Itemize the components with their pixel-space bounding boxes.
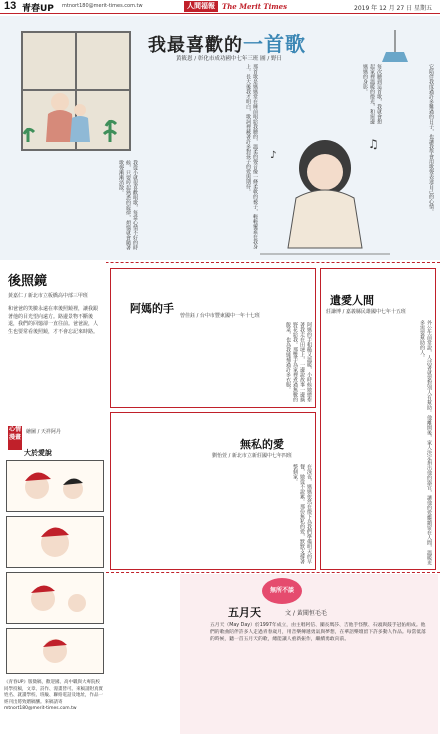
feature-byline: 黃筱恩 / 彰化市成功國中七年三班 圖 / 野日 (176, 56, 282, 62)
newspaper-logo: 人間福報 (184, 1, 218, 12)
section-divider (106, 572, 440, 573)
page-number: 13 (4, 0, 17, 12)
article-selfless-author: 劉怡萱 / 新北市立新莊國中七年四班 (212, 453, 292, 459)
section-name: 青春UP (22, 4, 54, 14)
comic-panel (6, 628, 104, 674)
comic-title: 大於愛說 (24, 449, 52, 457)
contact-email[interactable]: mtnort180@merit-times.com.tw (62, 3, 143, 9)
article-grandma-author: 曾佳鈺 / 台中市豐東國中一年十七班 (180, 313, 260, 319)
poem-title: 後照鏡 (8, 274, 48, 289)
comic-character-icon (7, 629, 103, 673)
girl-singing-illustration (250, 118, 400, 268)
comic-panel (6, 516, 104, 568)
music-article-title: 五月天 (228, 606, 261, 619)
article-grandma-title: 阿媽的手 (130, 302, 174, 315)
comic-label: 心情漫畫 (8, 426, 22, 450)
window-illustration (20, 30, 132, 152)
newspaper-logo-english: The Merit Times (222, 2, 288, 11)
comic-artist: 繪圖 / 天祥阿丹 (26, 429, 61, 435)
article-memory-body: 外公生前常說，人活著就要對別人有幫助。他離開後，家人決定捐出他的器官，讓他的愛繼續留在人間，溫暖更多需要幫助的人。 (419, 320, 432, 565)
svg-text:♪: ♪ (270, 150, 277, 161)
submission-notice: 《青春UP》版徵稿，歡迎國、高中職與大專院校同學投稿，文章、詩作、漫畫皆可。來稿請附真實姓名、就讀學校、班級、聯絡電話及地址，作品一經刊出將致贈稿酬。來稿請寄 mtnort180@merit-times.com.tw (4, 680, 103, 711)
comic-strip (4, 426, 104, 676)
poem-body: 和爸爸的笑臉永遠在車後照鏡裡，讓我跟著他的目光望向遠方。路邊景物不斷後退，我們的回憶卻一直往前。爸爸說，人生也要常看後照鏡，才不會忘記來時路。 (8, 306, 99, 335)
article-memory-author: 莊謙博 / 嘉義縣民雄國中七年十五班 (326, 309, 406, 315)
feature-title: 我最喜歡的一首歌 (148, 32, 306, 56)
comic-character-icon (7, 517, 103, 567)
issue-date: 2019 年 12 月 27 日 星期五 (354, 5, 432, 12)
article-selfless-body: 在深夜，媽媽依然在燈下為我們準備明天的早餐，她從不說累。那份無私的愛，默默支撐著整個家。 (292, 464, 312, 564)
music-article-body: 五月天（May Day）於1997年成立，由主唱阿信、團長瑪莎、吉他手怪獸、石頭與鼓手冠佑組成。他們的歌曲陪伴許多人走過青春歲月，用音樂傳遞勇氣與夢想，在華語樂壇留下許多動人作品。每當低落的時候，聽一首五月天的歌，總能讓人重新振作，繼續勇敢向前。 (210, 623, 426, 642)
music-article-author: 文 / 黃聞恒毛毛 (285, 610, 327, 617)
music-category-badge: 無所不談 (262, 578, 302, 604)
feature-text-column: 我從小就很喜歡唱歌，每當心情不好的時候，只要哼起熟悉的旋律，煩惱就會隨著歌聲漸漸消散。 (118, 160, 138, 250)
article-memory-title: 遺愛人間 (330, 294, 374, 307)
feature-text-column: 它陪伴我度過許多難過的日子，也讓我學會用歌聲表達自己的心情。 (428, 64, 434, 214)
article-selfless-title: 無私的愛 (240, 438, 284, 451)
comic-panel (6, 572, 104, 624)
music-article-box (180, 574, 438, 734)
article-grandma-body: 阿媽的手粗糙又溫暖，小時候她總牽著我走在田埂上，一邊說故事一邊摘野花給我。那雙手為家裡煮過無數的飯菜，也為我縫補過許多衣服。 (285, 322, 312, 402)
left-column (0, 262, 106, 732)
comic-character-icon (7, 461, 103, 511)
comic-panel (6, 460, 104, 512)
comic-character-icon (7, 573, 103, 623)
svg-text:♫: ♫ (368, 137, 379, 151)
poem-author: 黃嘉仁 / 新北市立板橋高中部三甲班 (8, 293, 88, 299)
feature-text-column: 每次聽到這首歌，我就會想起家裡溫暖的燈光，和窗邊媽媽的身影。 (362, 64, 382, 124)
feature-text-column: 那首歌是媽媽常在睡前唱給我聽的，溫柔的聲音像一條柔軟的被子，輕輕覆蓋在我身上。長大後我才明白，歌詞裡藏著許多對孩子的愛與期待。 (245, 64, 258, 249)
page-header (0, 0, 440, 14)
